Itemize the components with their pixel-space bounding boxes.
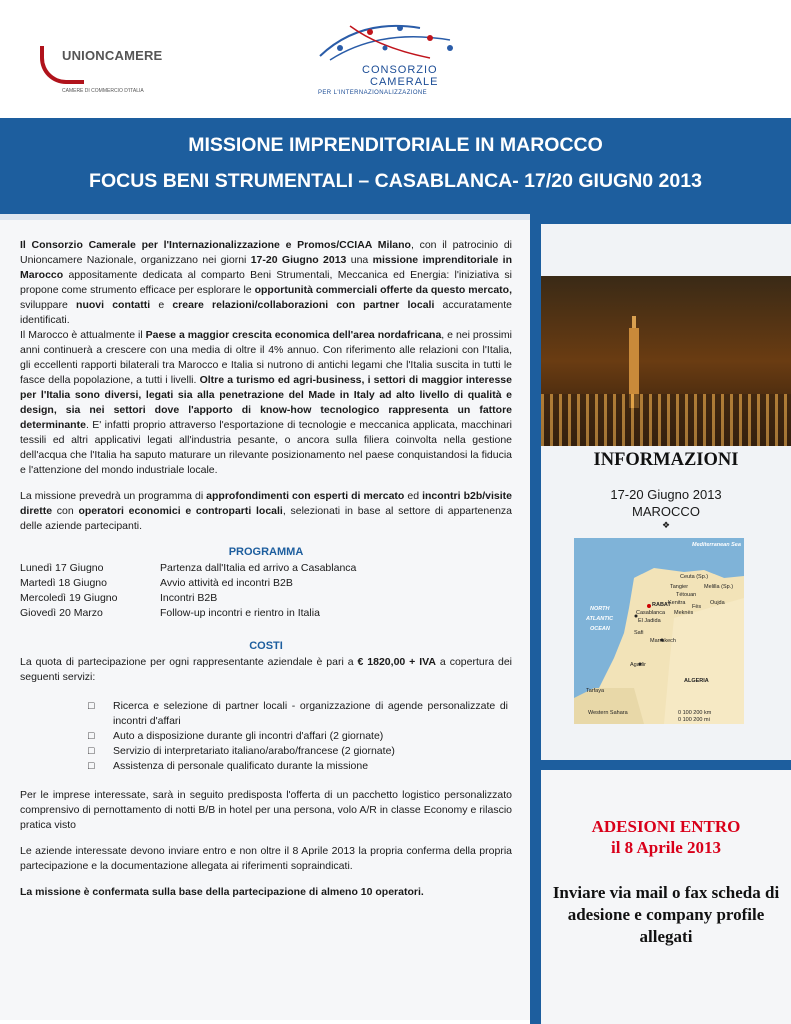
- programma-title: PROGRAMMA: [228, 546, 304, 558]
- intro-paragraph-3: La missione prevedrà un programma di approfondimenti con esperti di mercato ed incontri b2b/visite dirette con operatori economici e controparti locali, selezionati in base al settore di appartenenza delle aziende partecipanti.: [20, 490, 513, 532]
- diamond-icon: ❖: [661, 520, 671, 530]
- services-list: [88, 699, 508, 774]
- deadline-paragraph: Le aziende interessate devono inviare entro e non oltre il 8 Aprile 2013 la propria conferma della propria partecipazione e la documentazione allegata ai riferimenti sopraindicati.: [20, 845, 512, 872]
- costi-paragraph: La quota di partecipazione per ogni rappresentante aziendale è pari a € 1820,00 + IVA a copertura dei seguenti servizi:: [20, 656, 512, 683]
- confirmation-paragraph: La missione è confermata sulla base della partecipazione di almeno 10 operatori.: [20, 886, 424, 898]
- consorzio-line1: CONSORZIO: [362, 64, 438, 76]
- programma-row: Giovedì 20 Marzo Follow-up incontri e rientro in Italia: [20, 607, 320, 619]
- intro-paragraph-2: Il Marocco è attualmente il Paese a maggior crescita economica dell'area nordafricana, e nei prossimi anni continuerà a crescere con una media di oltre il 4% annuo. Con riferimento alle relazioni con l'Italia, gli eccellenti rapporti bilaterali tra Marocco e Italia si nutrono di antichi legami che l'Italia suscita in tutti le fasce della popolazione, a tutti i livelli. Oltre a turismo ed agri-business, i settori di maggior interesse per l'Italia sono diversi, legati sia alla penetrazione del Made in Italy ad alto livello di qualità e design, sia nei settori dove l'apporto di know-how tecnologico rappresenta un fattore determinante. E' infatti proprio attraverso l'esportazione di tecnologie e meccanica applicata, macchinari tessili ed altri applicativi legati all'industria pesante, o ancora sulla filiera coinvolta nella gestione dell'acqua che l'Italia ha saputo maturare un rilevante posizionamento nel paese conquistandosi la fiducia e l'attenzione del mondo industriale locale.: [20, 329, 512, 476]
- banner-title-2: FOCUS BENI STRUMENTALI – CASABLANCA- 17/20 GIUGN0 2013: [89, 170, 702, 192]
- list-item: □ Auto a disposizione durante gli incontri d'affari (2 giornate): [88, 730, 384, 742]
- consorzio-logo: [300, 18, 480, 103]
- logistic-paragraph: Per le imprese interessate, sarà in seguito predisposta l'offerta di un pacchetto logistico personalizzato comprensivo di pernottamento di notti B/B in hotel per una persona, volo A/R in classe Economy e rilascio pratica visto: [20, 789, 512, 831]
- unioncamere-subtitle: CAMERE DI COMMERCIO D'ITALIA: [62, 88, 144, 94]
- checkbox-icon: □: [88, 760, 95, 772]
- title-banner: [0, 118, 791, 214]
- checkbox-icon: □: [88, 745, 95, 757]
- list-item: □ Servizio di interpretariato italiano/arabo/francese (2 giornate): [88, 745, 395, 757]
- intro-paragraph-1: Il Consorzio Camerale per l'Internazionalizzazione e Promos/CCIAA Milano, con il patrocinio di Unioncamere Nazionale, organizzano nei giorni 17-20 Giugno 2013 una missione imprenditoriale in Marocco appositamente dedicata al comparto Beni Strumentali, Meccanica ed Energia: l'iniziativa si propone come strumento efficace per esplorare le opportunità commerciali offerte da questo mercato, sviluppare nuovi contatti e creare relazioni/collaborazioni con partner locali accuratamente identificati.: [20, 239, 513, 326]
- consorzio-line2: CAMERALE: [370, 76, 439, 88]
- network-globe-icon: [300, 18, 480, 68]
- banner-title-1: MISSIONE IMPRENDITORIALE IN MAROCCO: [188, 134, 603, 156]
- main-content: [20, 238, 512, 900]
- programma-row: Mercoledì 19 Giugno Incontri B2B: [20, 592, 218, 604]
- costi-title: COSTI: [249, 640, 283, 652]
- send-instructions: Inviare via mail o fax scheda di adesione e company profile allegati: [552, 883, 780, 946]
- checkbox-icon: □: [88, 730, 95, 742]
- unioncamere-name: UNIONCAMERE: [62, 48, 163, 63]
- marrakech-photo: [541, 276, 791, 446]
- org-names: Il Consorzio Camerale per l'Internazionalizzazione e Promos/CCIAA Milano: [20, 239, 411, 251]
- info-date: 17-20 Giugno 2013: [610, 487, 722, 502]
- programma-row: Martedì 18 Giugno Avvio attività ed incontri B2B: [20, 577, 293, 589]
- header-logos: [0, 0, 791, 118]
- adesioni-title: ADESIONI ENTRO: [591, 817, 741, 836]
- morocco-map: Mediterranean Sea Ceuta (Sp.) Tangier Melilla (Sp.) Tétouan Kenitra RABAT Fès Oujda Casablanca Meknès El Jadida Safi Marrakech NORTH ATLANTIC OCEAN Agadir ALGERIA Tarfaya Western Sahara 0 100 200 km 0 100 200 mi: [574, 538, 744, 724]
- unioncamere-logo: [40, 40, 170, 100]
- adesioni-date: il 8 Aprile 2013: [610, 838, 722, 857]
- programma-table: [20, 561, 512, 621]
- programma-row: Lunedì 17 Giugno Partenza dall'Italia ed arrivo a Casablanca: [20, 562, 357, 574]
- checkbox-icon: □: [88, 700, 95, 712]
- consorzio-line3: PER L'INTERNAZIONALIZZAZIONE: [318, 90, 428, 96]
- list-item: □ Ricerca e selezione di partner locali - organizzazione di agende personalizzate di incontri d'affari: [88, 700, 508, 727]
- list-item: □ Assistenza di personale qualificato durante la missione: [88, 760, 369, 772]
- info-country: MAROCCO: [632, 504, 700, 519]
- info-title: INFORMAZIONI: [593, 450, 739, 470]
